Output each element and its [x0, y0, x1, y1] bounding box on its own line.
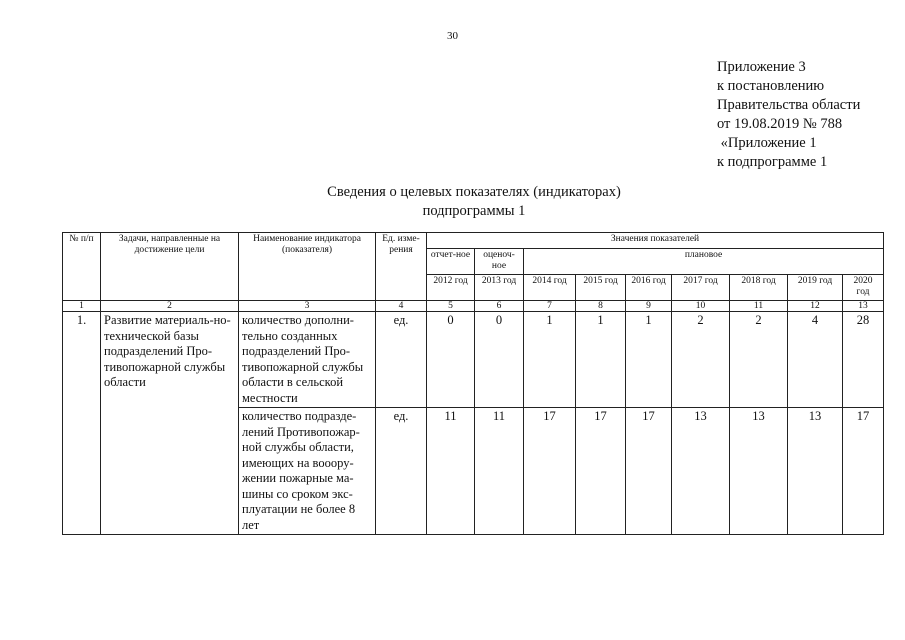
- row-value: 17: [626, 408, 672, 535]
- title-line: подпрограммы 1: [422, 203, 526, 219]
- header-year: 2020 год: [843, 275, 884, 301]
- row-value: 0: [427, 312, 475, 408]
- header-year: 2012 год: [427, 275, 475, 301]
- appendix-line: к подпрограмме 1: [717, 154, 828, 170]
- header-year: 2013 год: [475, 275, 524, 301]
- col-number: 5: [427, 301, 475, 312]
- title-line: Сведения о целевых показателях (индикаторах): [327, 184, 621, 200]
- appendix-block: [717, 58, 860, 172]
- row-value: 17: [524, 408, 576, 535]
- row-value: 13: [788, 408, 843, 535]
- col-number: 6: [475, 301, 524, 312]
- indicators-table: [62, 232, 884, 535]
- header-unit: Ед. изме-рения: [376, 233, 427, 301]
- header-year: 2019 год: [788, 275, 843, 301]
- appendix-line: к постановлению: [717, 78, 825, 94]
- header-report: отчет-ное: [427, 249, 475, 275]
- col-number: 3: [239, 301, 376, 312]
- col-number: 9: [626, 301, 672, 312]
- header-estimate: оценоч-ное: [475, 249, 524, 275]
- row-indicator: количество подразде-лений Противопожар-ной службы области, имеющих на вооору-жении пожарные ма-шины со сроком экс-плуатации не более 8 лет: [239, 408, 376, 535]
- col-number: 4: [376, 301, 427, 312]
- appendix-line: Правительства области: [717, 97, 861, 113]
- header-tasks: Задачи, направленные на достижение цели: [101, 233, 239, 301]
- appendix-line: от 19.08.2019 № 788: [717, 116, 843, 132]
- header-year: 2016 год: [626, 275, 672, 301]
- col-number: 1: [63, 301, 101, 312]
- col-number: 8: [576, 301, 626, 312]
- row-unit: ед.: [376, 408, 427, 535]
- row-indicator: количество дополни-тельно созданных подразделений Про-тивопожарной службы области в сельской местности: [239, 312, 376, 408]
- col-number: 2: [101, 301, 239, 312]
- document-title: [0, 183, 905, 221]
- header-values: Значения показателей: [427, 233, 884, 249]
- row-value: 0: [475, 312, 524, 408]
- row-value: 11: [475, 408, 524, 535]
- row-value: 11: [427, 408, 475, 535]
- header-year: 2015 год: [576, 275, 626, 301]
- header-planned: плановое: [524, 249, 884, 275]
- row-value: 1: [576, 312, 626, 408]
- header-year: 2014 год: [524, 275, 576, 301]
- header-year: 2018 год: [730, 275, 788, 301]
- row-value: 1: [524, 312, 576, 408]
- row-value: 13: [672, 408, 730, 535]
- row-task: Развитие материаль-но-технической базы подразделений Про-тивопожарной службы области: [101, 312, 239, 535]
- row-value: 4: [788, 312, 843, 408]
- row-value: 17: [843, 408, 884, 535]
- row-num: 1.: [63, 312, 101, 535]
- row-value: 17: [576, 408, 626, 535]
- row-value: 1: [626, 312, 672, 408]
- row-value: 2: [730, 312, 788, 408]
- col-number: 7: [524, 301, 576, 312]
- row-value: 13: [730, 408, 788, 535]
- col-number: 10: [672, 301, 730, 312]
- row-value: 28: [843, 312, 884, 408]
- col-number: 11: [730, 301, 788, 312]
- row-unit: ед.: [376, 312, 427, 408]
- col-number: 13: [843, 301, 884, 312]
- appendix-line: «Приложение 1: [717, 135, 817, 151]
- header-indicator: Наименование индикатора (показателя): [239, 233, 376, 301]
- header-num: № п/п: [63, 233, 101, 301]
- appendix-line: Приложение 3: [717, 59, 806, 75]
- row-value: 2: [672, 312, 730, 408]
- page-number: 30: [447, 30, 458, 42]
- header-year: 2017 год: [672, 275, 730, 301]
- col-number: 12: [788, 301, 843, 312]
- table-row: [63, 312, 884, 408]
